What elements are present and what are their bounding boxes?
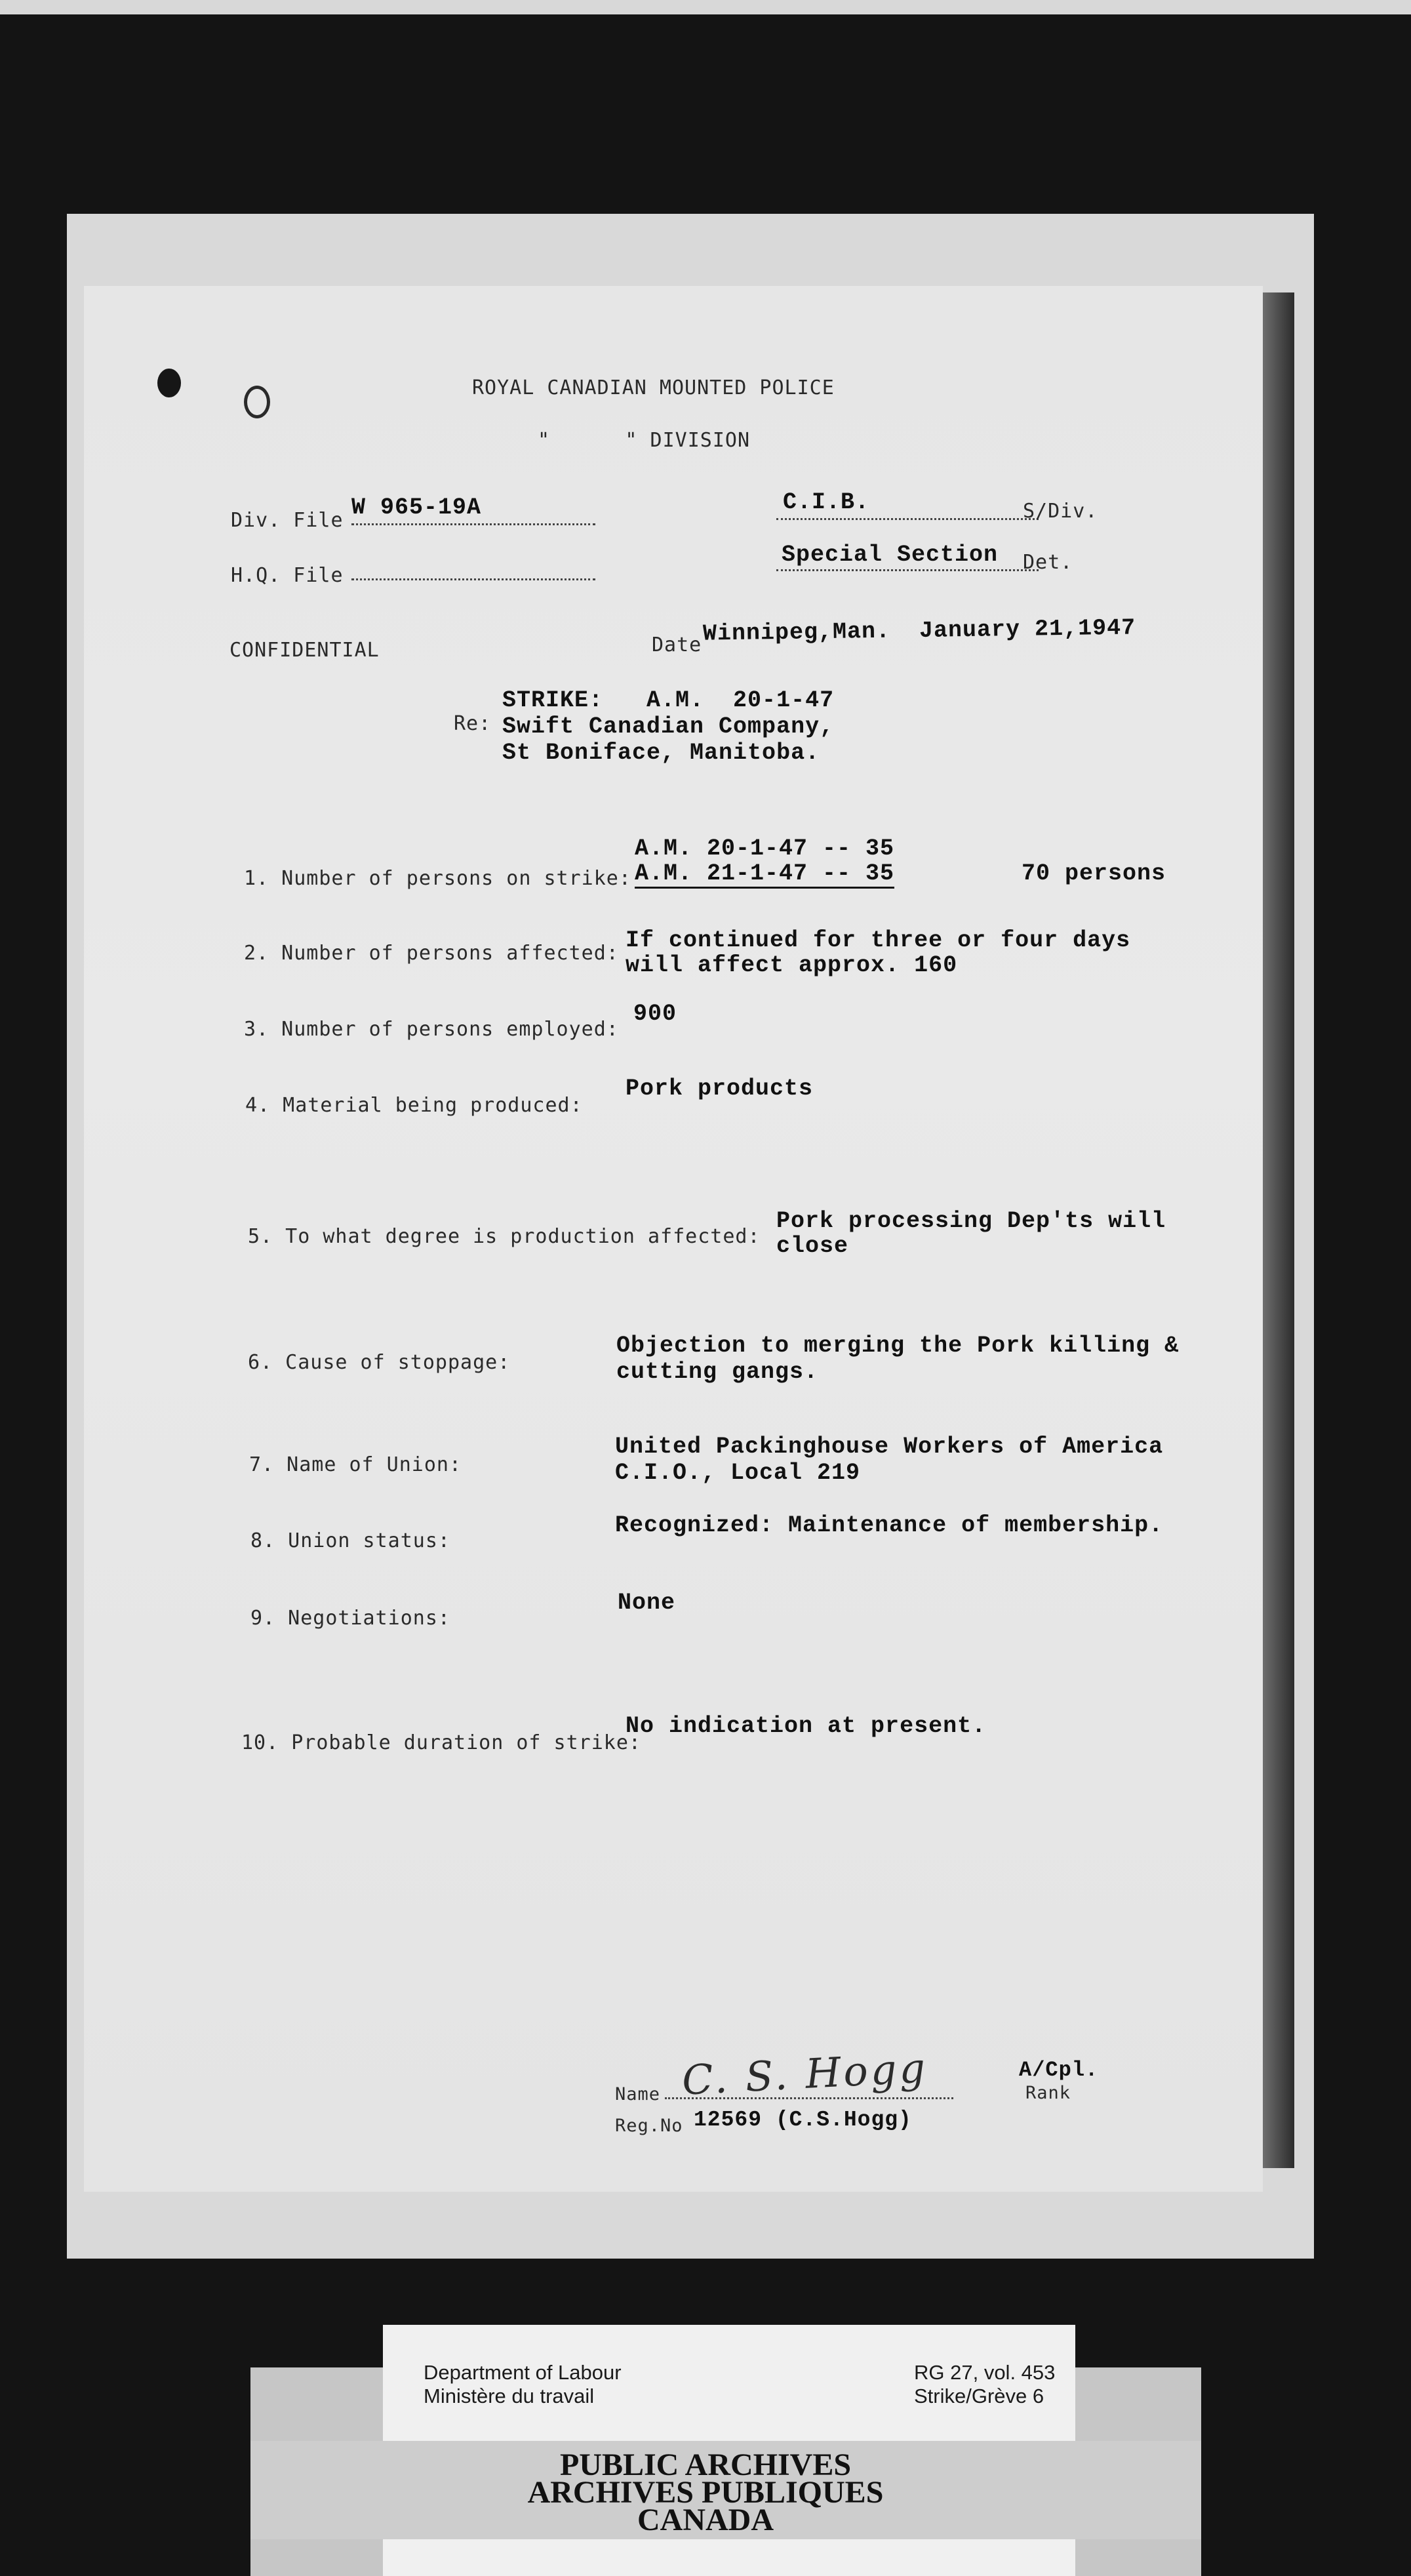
section-value: Special Section: [782, 542, 999, 568]
archive-title-fr: ARCHIVES PUBLIQUES: [527, 2475, 884, 2510]
strike-series-ref: Strike/Grève 6: [914, 2385, 1044, 2407]
agency-heading: ROYAL CANADIAN MOUNTED POLICE: [472, 376, 835, 399]
rank-value: A/Cpl.: [1019, 2058, 1099, 2082]
punch-hole-ring: [244, 386, 270, 418]
division-heading: " " DIVISION: [538, 429, 751, 452]
re-line-1: STRIKE: A.M. 20-1-47: [502, 687, 835, 714]
dept-name-en: Department of Labour: [424, 2361, 622, 2384]
item-6-label: 6. Cause of stoppage:: [248, 1351, 511, 1374]
reg-no-value: 12569 (C.S.Hogg): [694, 2108, 912, 2132]
rank-label: Rank: [1025, 2083, 1071, 2103]
item-3-value: 900: [633, 1001, 677, 1027]
div-file-line: [351, 523, 595, 525]
signature: C. S. Hogg: [681, 2043, 929, 2104]
item-6-value-line-2: cutting gangs.: [616, 1359, 819, 1385]
re-label: Re:: [454, 712, 492, 735]
item-9-value: None: [618, 1590, 676, 1616]
section-line: [776, 569, 1039, 571]
item-5-value-line-2: close: [776, 1233, 849, 1259]
re-line-2: Swift Canadian Company,: [502, 714, 835, 740]
item-4-value: Pork products: [626, 1076, 814, 1102]
div-file-label: Div. File: [231, 509, 344, 532]
item-8-label: 8. Union status:: [250, 1529, 450, 1552]
item-2-label: 2. Number of persons affected:: [244, 942, 619, 965]
reg-no-label: Reg.No: [615, 2116, 683, 2136]
confidential-marking: CONFIDENTIAL: [229, 639, 380, 662]
item-1-value-line-1: A.M. 20-1-47 -- 35: [635, 835, 895, 862]
item-4-label: 4. Material being produced:: [245, 1094, 583, 1117]
item-5-label: 5. To what degree is production affected:: [248, 1225, 761, 1248]
strike-report-page: [84, 286, 1263, 2192]
item-10-value: No indication at present.: [626, 1713, 987, 1739]
dept-name-fr: Ministère du travail: [424, 2385, 595, 2407]
item-2-value-line-1: If continued for three or four days: [626, 927, 1131, 954]
item-8-value: Recognized: Maintenance of membership.: [615, 1512, 1164, 1539]
hq-file-label: H.Q. File: [231, 564, 344, 587]
item-3-label: 3. Number of persons employed:: [244, 1018, 619, 1041]
cib-value: C.I.B.: [783, 489, 870, 515]
page-edge-shadow: [1263, 292, 1294, 2168]
item-9-label: 9. Negotiations:: [250, 1607, 450, 1630]
punch-hole: [157, 369, 181, 397]
det-label: Det.: [1023, 551, 1073, 574]
item-7-value-line-2: C.I.O., Local 219: [615, 1460, 861, 1486]
name-label: Name: [615, 2084, 661, 2104]
archive-title-en: PUBLIC ARCHIVES: [559, 2447, 852, 2482]
date-label: Date: [652, 634, 702, 656]
item-7-value-line-1: United Packinghouse Workers of America: [615, 1434, 1164, 1460]
item-2-value-line-2: will affect approx. 160: [626, 952, 958, 978]
record-group-ref: RG 27, vol. 453: [914, 2361, 1056, 2384]
item-10-label: 10. Probable duration of strike:: [241, 1731, 641, 1754]
item-1-label: 1. Number of persons on strike:: [244, 867, 631, 890]
item-1-total: 70 persons: [1022, 860, 1166, 887]
re-line-3: St Boniface, Manitoba.: [502, 740, 820, 766]
archive-title-country: CANADA: [637, 2503, 774, 2537]
item-1-value-line-2: A.M. 21-1-47 -- 35: [635, 860, 894, 889]
film-top-edge: [0, 0, 1411, 14]
div-file-value: W 965-19A: [351, 494, 482, 521]
item-6-value-line-1: Objection to merging the Pork killing &: [616, 1333, 1180, 1359]
cib-line: [776, 518, 1039, 520]
date-value: Winnipeg,Man. January 21,1947: [702, 614, 1136, 647]
item-5-value-line-1: Pork processing Dep'ts will: [776, 1208, 1166, 1234]
sdiv-label: S/Div.: [1023, 500, 1098, 523]
item-7-label: 7. Name of Union:: [249, 1453, 462, 1476]
hq-file-line: [351, 578, 595, 580]
